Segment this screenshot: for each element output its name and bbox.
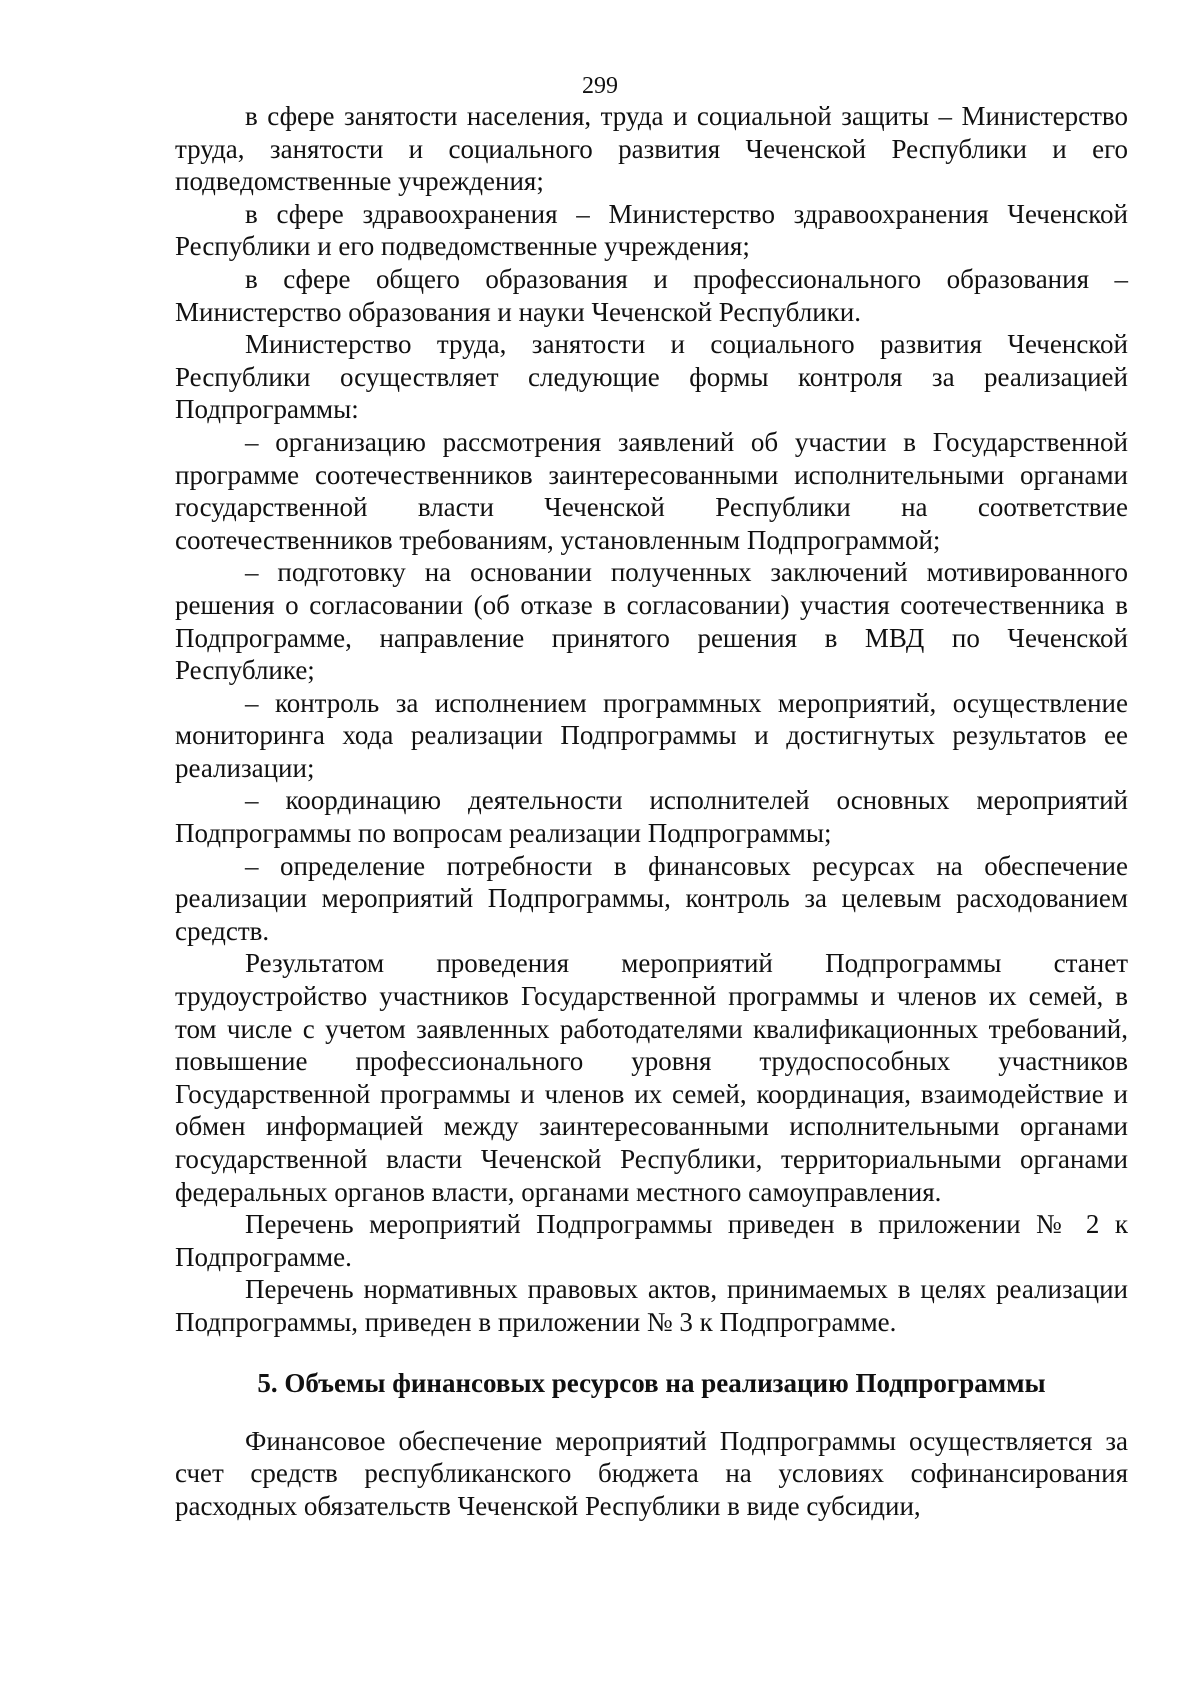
paragraph: в сфере здравоохранения – Министерство здравоохранения Чеченской Республики и его подведомственные учреждения; [175, 198, 1128, 262]
paragraph: Перечень нормативных правовых актов, принимаемых в целях реализации Подпрограммы, приведен в приложении № 3 к Подпрограмме. [175, 1274, 1128, 1337]
list-item: – контроль за исполнением программных мероприятий, осуществление мониторинга хода реализации Подпрограммы и достигнутых результатов ее реализации; [175, 687, 1128, 783]
paragraph: в сфере общего образования и профессионального образования – Министерство образования и науки Чеченской Республики. [175, 263, 1128, 327]
list-item: – определение потребности в финансовых ресурсах на обеспечение реализации мероприятий Подпрограммы, контроль за целевым расходованием средств. [175, 850, 1128, 946]
paragraph: Финансовое обеспечение мероприятий Подпрограммы осуществляется за счет средств республиканского бюджета на условиях софинансирования расходных обязательств Чеченской Республики в виде субсидии, [175, 1425, 1128, 1521]
list-item: – подготовку на основании полученных заключений мотивированного решения о согласовании (об отказе в согласовании) участия соотечественника в Подпрограмме, направление принятого решения в МВД по Чеченской Республике; [175, 557, 1128, 686]
paragraph: в сфере занятости населения, труда и социальной защиты – Министерство труда, занятости и социального развития Чеченской Республики и его подведомственные учреждения; [175, 101, 1128, 197]
document-body [175, 100, 1128, 1522]
page-number: 299 [582, 73, 618, 99]
section-heading: 5. Объемы финансовых ресурсов на реализацию Подпрограммы [257, 1367, 1046, 1398]
list-item: – организацию рассмотрения заявлений об участии в Государственной программе соотечественников заинтересованными исполнительными органами государственной власти Чеченской Республики на соответствие соотечественников требованиям, установленным Подпрограммой; [175, 426, 1128, 555]
paragraph: Перечень мероприятий Подпрограммы приведен в приложении № 2 к Подпрограмме. [175, 1209, 1128, 1272]
paragraph: Результатом проведения мероприятий Подпрограммы станет трудоустройство участников Государственной программы и членов их семей, в том числе с учетом заявленных работодателями квалификационных требований, повышение профессионального уровня трудоспособных участников Государственной программы и членов их семей, координация, взаимодействие и обмен информацией между заинтересованными исполнительными органами государственной власти Чеченской Республики, территориальными органами федеральных органов власти, органами местного самоуправления. [175, 948, 1128, 1207]
paragraph: Министерство труда, занятости и социального развития Чеченской Республики осуществляет следующие формы контроля за реализацией Подпрограммы: [175, 329, 1128, 425]
list-item: – координацию деятельности исполнителей основных мероприятий Подпрограммы по вопросам реализации Подпрограммы; [175, 785, 1128, 849]
